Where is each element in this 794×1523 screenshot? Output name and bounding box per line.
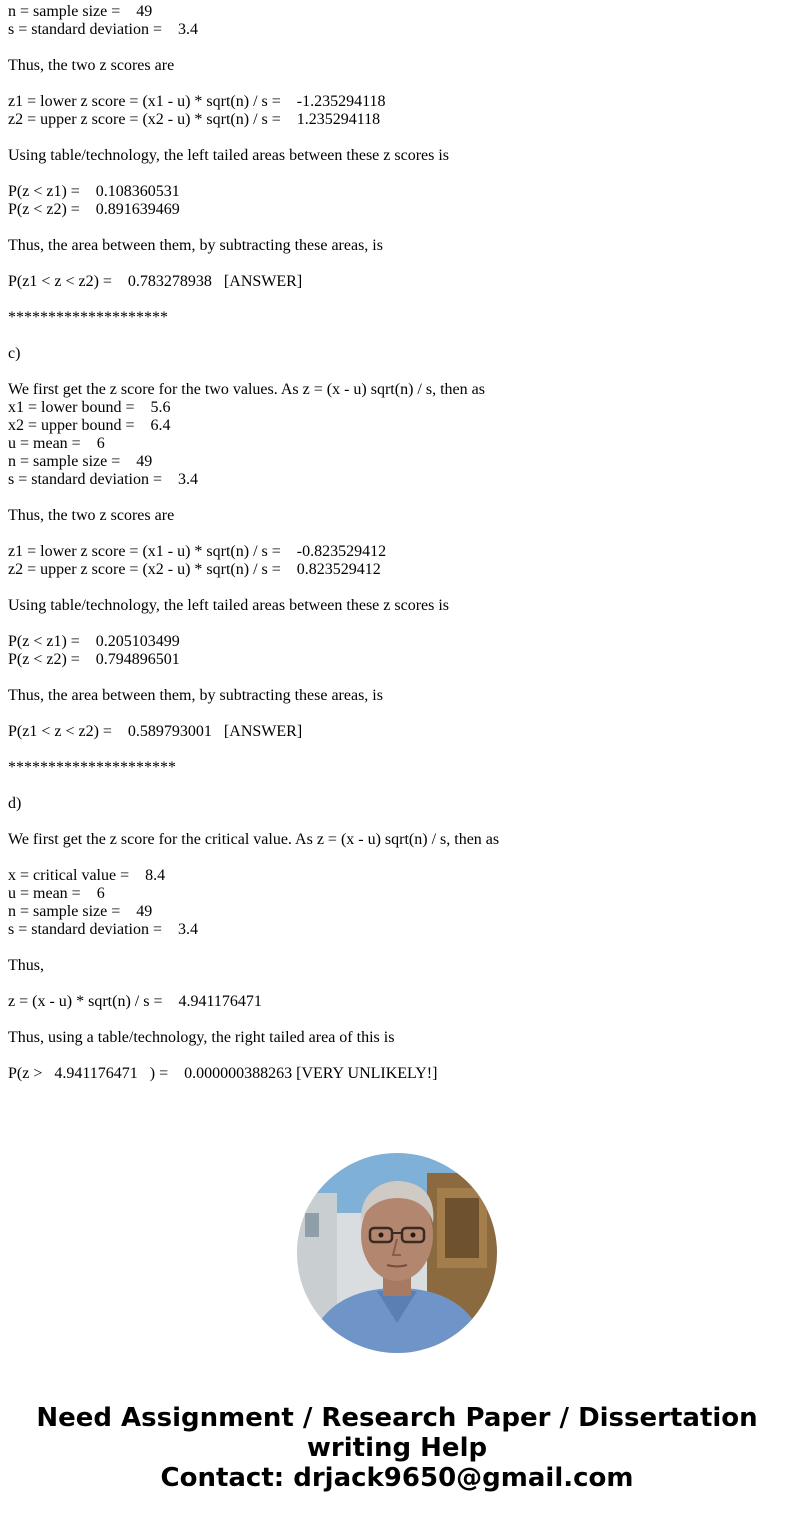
solution-line: x1 = lower bound = 5.6: [8, 399, 171, 416]
solution-line: n = sample size = 49: [8, 3, 153, 20]
blank-line: [8, 489, 788, 507]
blank-line: [8, 327, 788, 345]
blank-line: [8, 849, 788, 867]
footer-contact-email: Contact: drjack9650@gmail.com: [160, 1463, 634, 1493]
solution-line: z1 = lower z score = (x1 - u) * sqrt(n) / s = -1.235294118: [8, 93, 386, 110]
solution-line: P(z < z2) = 0.891639469: [8, 201, 180, 218]
solution-line: s = standard deviation = 3.4: [8, 921, 199, 938]
solution-line: P(z < z1) = 0.205103499: [8, 633, 180, 650]
blank-line: [8, 1047, 788, 1065]
solution-line: P(z1 < z < z2) = 0.589793001 [ANSWER]: [8, 723, 303, 740]
blank-line: [8, 363, 788, 381]
footer-line-2: writing Help: [306, 1433, 488, 1463]
author-avatar: [297, 1153, 497, 1353]
blank-line: [8, 975, 788, 993]
blank-line: [8, 813, 788, 831]
solution-line: We first get the z score for the critical value. As z = (x - u) sqrt(n) / s, then as: [8, 831, 500, 848]
solution-line: ********************: [8, 309, 168, 326]
solution-line: s = standard deviation = 3.4: [8, 21, 199, 38]
solution-line: P(z < z1) = 0.108360531: [8, 183, 180, 200]
blank-line: [8, 129, 788, 147]
solution-line: z1 = lower z score = (x1 - u) * sqrt(n) / s = -0.823529412: [8, 543, 387, 560]
solution-line: s = standard deviation = 3.4: [8, 471, 199, 488]
blank-line: [8, 255, 788, 273]
blank-line: [8, 669, 788, 687]
solution-line: u = mean = 6: [8, 435, 105, 452]
solution-line: Using table/technology, the left tailed areas between these z scores is: [8, 597, 450, 614]
solution-text: [8, 3, 788, 1083]
solution-line: x = critical value = 8.4: [8, 867, 166, 884]
solution-line: n = sample size = 49: [8, 453, 153, 470]
solution-line: z = (x - u) * sqrt(n) / s = 4.941176471: [8, 993, 262, 1010]
blank-line: [8, 939, 788, 957]
blank-line: [8, 165, 788, 183]
blank-line: [8, 1011, 788, 1029]
solution-line: Thus,: [8, 957, 44, 974]
solution-line: P(z > 4.941176471 ) = 0.000000388263 [VERY UNLIKELY!]: [8, 1065, 438, 1082]
footer-contact: [0, 1403, 794, 1493]
blank-line: [8, 39, 788, 57]
blank-line: [8, 525, 788, 543]
solution-line: Thus, the area between them, by subtracting these areas, is: [8, 237, 383, 254]
blank-line: [8, 291, 788, 309]
solution-line: c): [8, 345, 21, 362]
solution-line: Thus, using a table/technology, the right tailed area of this is: [8, 1029, 395, 1046]
solution-line: Thus, the two z scores are: [8, 507, 175, 524]
solution-line: d): [8, 795, 22, 812]
solution-line: P(z < z2) = 0.794896501: [8, 651, 180, 668]
blank-line: [8, 615, 788, 633]
footer-line-1: Need Assignment / Research Paper / Dissertation: [36, 1403, 758, 1433]
blank-line: [8, 579, 788, 597]
solution-line: n = sample size = 49: [8, 903, 153, 920]
solution-line: *********************: [8, 759, 176, 776]
solution-line: z2 = upper z score = (x2 - u) * sqrt(n) / s = 0.823529412: [8, 561, 381, 578]
author-portrait-image: [297, 1153, 497, 1353]
blank-line: [8, 219, 788, 237]
solution-line: Thus, the area between them, by subtracting these areas, is: [8, 687, 383, 704]
blank-line: [8, 741, 788, 759]
solution-line: x2 = upper bound = 6.4: [8, 417, 171, 434]
solution-line: We first get the z score for the two values. As z = (x - u) sqrt(n) / s, then as: [8, 381, 485, 398]
solution-line: u = mean = 6: [8, 885, 105, 902]
blank-line: [8, 705, 788, 723]
solution-line: Using table/technology, the left tailed areas between these z scores is: [8, 147, 450, 164]
blank-line: [8, 75, 788, 93]
blank-line: [8, 777, 788, 795]
solution-line: P(z1 < z < z2) = 0.783278938 [ANSWER]: [8, 273, 303, 290]
solution-line: Thus, the two z scores are: [8, 57, 175, 74]
solution-line: z2 = upper z score = (x2 - u) * sqrt(n) / s = 1.235294118: [8, 111, 381, 128]
